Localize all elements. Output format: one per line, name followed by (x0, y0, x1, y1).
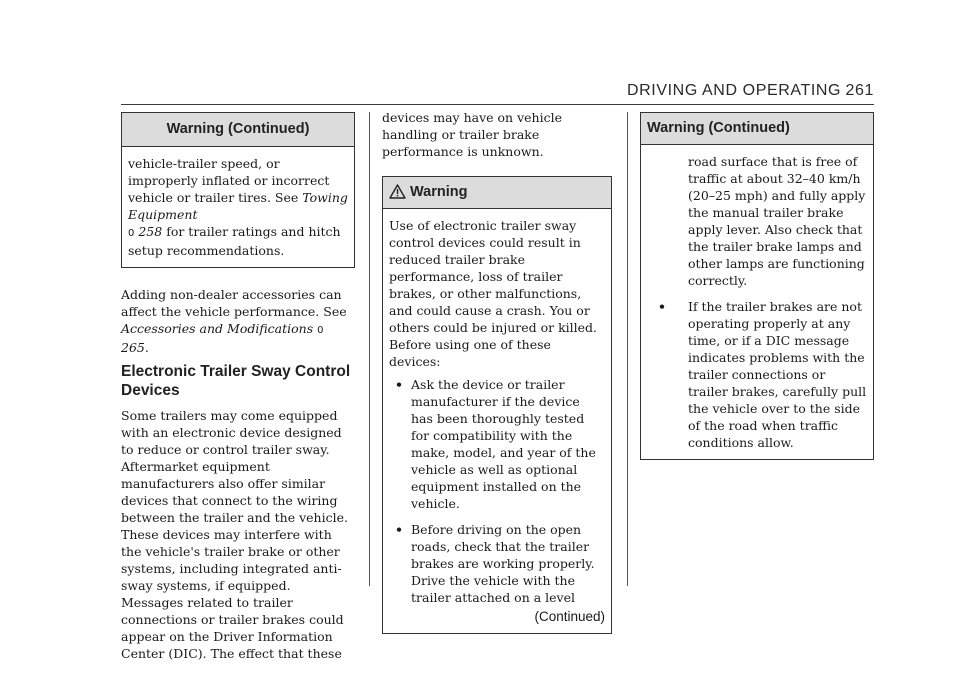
warning-box-continued (121, 112, 355, 268)
warning-box-continued (640, 112, 874, 460)
list-item (389, 376, 605, 512)
column-2 (382, 112, 612, 634)
warning-text-continued: road surface that is free of traffic at about 32–40 km/h (20–25 mph) and fully apply the manual trailer brake apply lever. Also check that the trailer brake lamps and other lamps are functioning correctly. (688, 154, 866, 288)
warning-box-body (641, 145, 873, 459)
warning-box-body (383, 209, 611, 633)
list-item-text: Ask the device or trailer manufacturer if the device has been thoroughly tested for compatibility with the make, model, and year of the vehicle as well as optional equipment installed on the vehicle. (411, 377, 596, 511)
header-rule (121, 104, 874, 105)
link-accessories[interactable]: Accessories and Modifications (121, 321, 314, 336)
column-1 (121, 112, 355, 662)
list-item-text: Before driving on the open roads, check that the trailer brakes are working properly. Drive the vehicle with the trailer attached on a level (411, 522, 595, 605)
page-number: 261 (845, 82, 874, 99)
paragraph: Some trailers may come equipped with an electronic device designed to reduce or control trailer sway. Aftermarket equipment manufacturers also offer similar devices that connect to the wiring between the trailer and the vehicle. These devices may interfere with the vehicle's trailer brake or other systems, including integrated anti-sway systems, if equipped. Messages related to trailer connections or trailer brakes could appear on the Driver Information Center (DIC). The effect that these (121, 408, 348, 661)
bullet-list (647, 298, 867, 451)
page-ref[interactable]: 258 (138, 224, 163, 239)
warning-box-title: Warning (410, 184, 468, 200)
page-ref-icon: 0 (128, 228, 135, 239)
warning-box (382, 176, 612, 634)
paragraph-end: . (144, 340, 149, 355)
section-heading: Electronic Trailer Sway Control Devices (121, 363, 351, 399)
column-divider (627, 112, 628, 586)
warning-box-header (383, 177, 611, 209)
page-header (627, 82, 874, 104)
continued-label: (Continued) (534, 609, 605, 624)
column-divider (369, 112, 370, 586)
bullet-icon: • (395, 377, 403, 392)
warning-text: vehicle-trailer speed, or improperly inflated or incorrect vehicle or trailer tires. See (128, 156, 330, 205)
bullet-icon: • (658, 299, 666, 314)
warning-box-title: Warning (Continued) (641, 113, 873, 145)
section-title: DRIVING AND OPERATING (627, 82, 842, 99)
paragraph-text: Adding non-dealer accessories can affect the vehicle performance. See (121, 287, 347, 319)
paragraph-continued: devices may have on vehicle handling or trailer brake performance is unknown. (382, 110, 562, 159)
list-item (647, 298, 867, 451)
warning-triangle-icon (389, 180, 406, 211)
page-ref-icon: 0 (317, 325, 324, 336)
warning-box-title: Warning (Continued) (122, 113, 354, 147)
list-item (389, 521, 605, 606)
warning-text: Use of electronic trailer sway control devices could result in reduced trailer brake performance, loss of trailer brakes, or other malfunctions, and could cause a crash. You or others could be injured or killed. Before using one of these devices: (389, 218, 598, 369)
bullet-list (389, 376, 605, 606)
list-item-text: If the trailer brakes are not operating properly at any time, or if a DIC message indicates problems with the trailer connections or trailer brakes, carefully pull the vehicle over to the side of the road when traffic conditions allow. (688, 299, 867, 450)
bullet-icon: • (395, 522, 403, 537)
warning-box-body (122, 147, 354, 267)
column-3 (640, 112, 874, 460)
paragraph (121, 286, 355, 356)
page-ref[interactable]: 265 (121, 340, 145, 355)
link-towing-equipment[interactable]: Towing Equipment (128, 190, 348, 222)
warning-text-end: for trailer ratings and hitch setup recommendations. (128, 224, 341, 258)
